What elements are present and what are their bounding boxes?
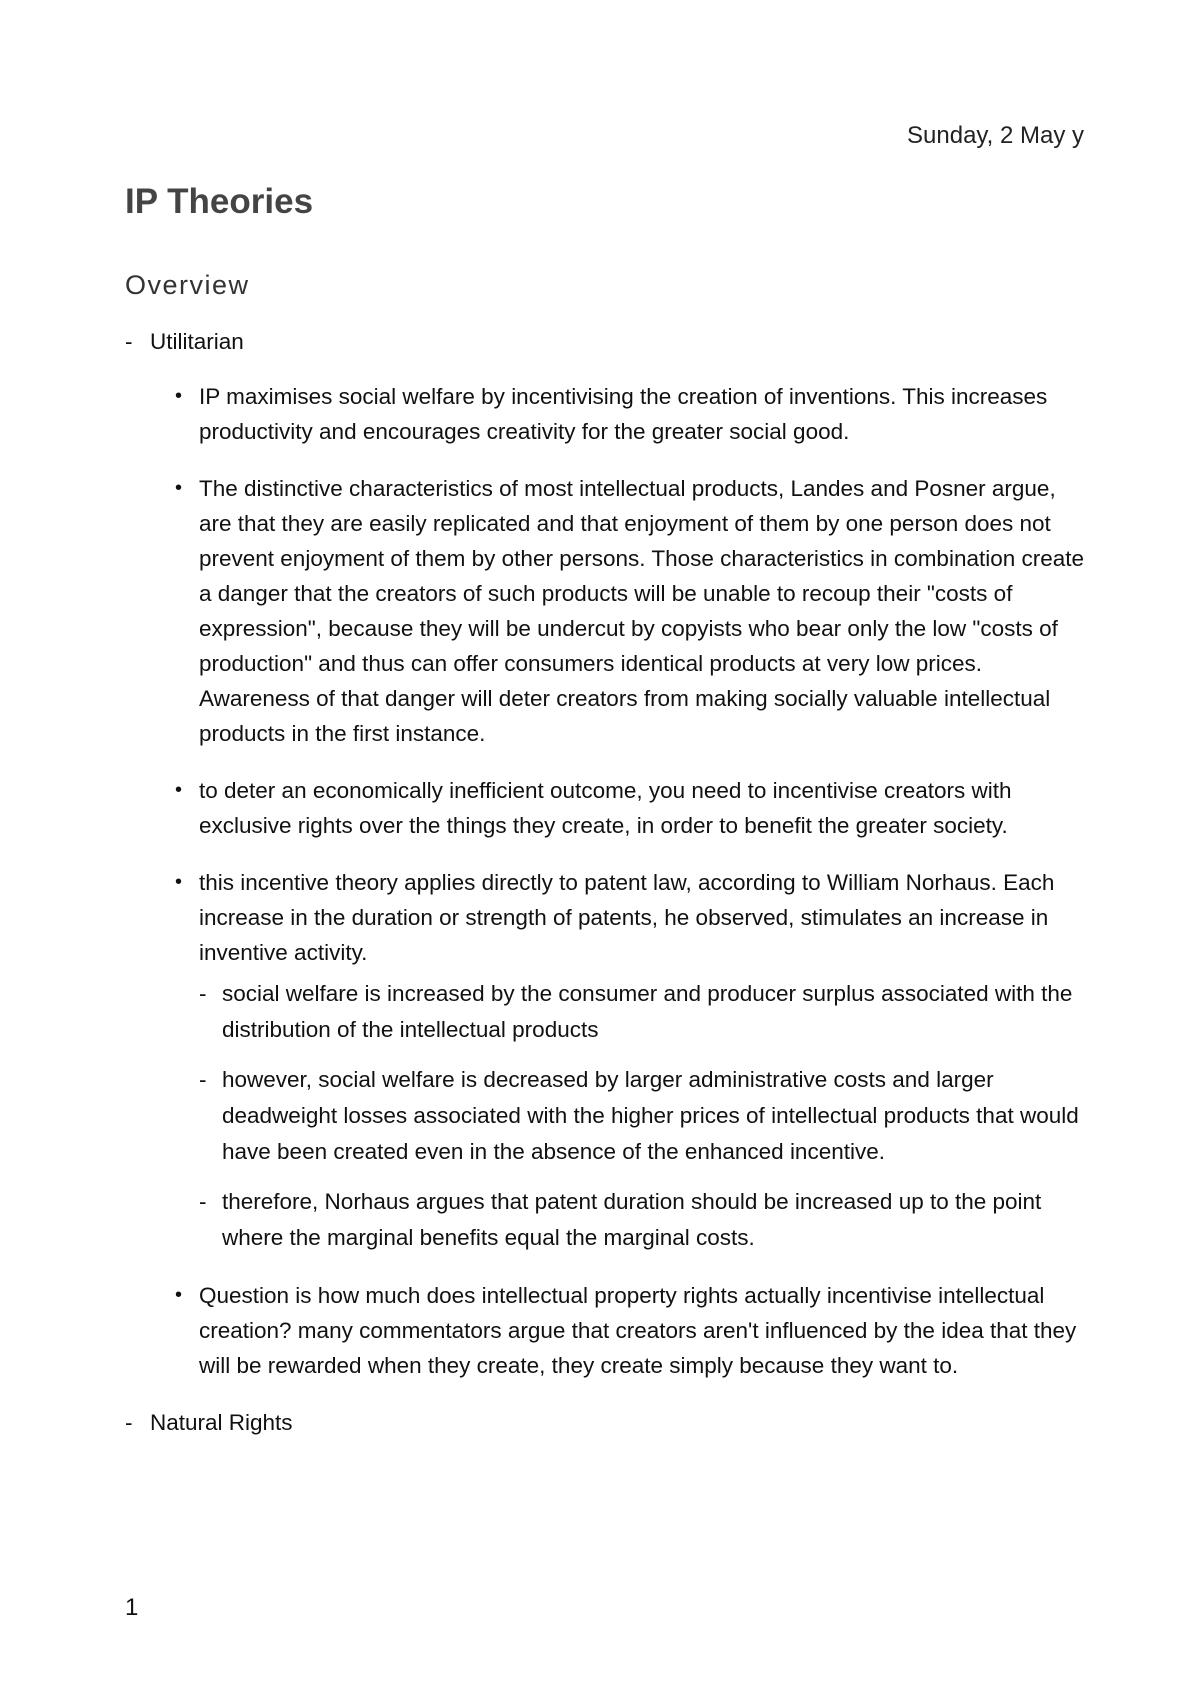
bullet-text: Question is how much does intellectual property rights actually incentivise intellectual creation? many commentators argue that creators aren't influenced by the idea that they will be rewarded when they create, they create simply because they want to. xyxy=(199,1283,1077,1378)
sub-list-item xyxy=(199,976,1085,1048)
sub-list-item xyxy=(199,1184,1085,1256)
bullet-text: to deter an economically inefficient outcome, you need to incentivise creators with exclusive rights over the things they create, in order to benefit the greater society. xyxy=(199,778,1012,838)
dash-marker: - xyxy=(125,1410,133,1435)
document-title: IP Theories xyxy=(125,182,314,221)
utilitarian-bullet-list xyxy=(150,379,1085,1383)
bullet-icon: • xyxy=(175,779,183,801)
bullet-icon: • xyxy=(175,385,183,407)
bullet-text: this incentive theory applies directly to patent law, according to William Norhaus. Each increase in the duration or strength of patents, he observed, stimulates an increase in inventive activity. xyxy=(199,870,1055,965)
sub-item-text: social welfare is increased by the consumer and producer surplus associated with the distribution of the intellectual products xyxy=(222,981,1073,1042)
sub-item-text: however, social welfare is decreased by larger administrative costs and larger deadweight losses associated with the higher prices of intellectual products that would have been created even in the absence of the enhanced incentive. xyxy=(222,1067,1079,1164)
topic-label-natural-rights: Natural Rights xyxy=(150,1410,293,1435)
bullet-item xyxy=(150,1278,1085,1383)
page-number: 1 xyxy=(125,1594,139,1621)
dash-marker: - xyxy=(199,1189,207,1214)
topic-utilitarian xyxy=(125,324,1085,1383)
bullet-icon: • xyxy=(175,871,183,893)
bullet-text: IP maximises social welfare by incentivising the creation of inventions. This increases productivity and encourages creativity for the greater social good. xyxy=(199,384,1048,444)
sub-item-text: therefore, Norhaus argues that patent duration should be increased up to the point where the marginal benefits equal the marginal costs. xyxy=(222,1189,1042,1250)
bullet-icon: • xyxy=(175,477,183,499)
sub-list-item xyxy=(199,1062,1085,1170)
topic-label-utilitarian: Utilitarian xyxy=(150,329,244,354)
bullet-icon: • xyxy=(175,1284,183,1306)
bullet-item xyxy=(150,773,1085,843)
dash-marker: - xyxy=(199,981,207,1006)
header-date: Sunday, 2 May y xyxy=(907,122,1084,149)
section-heading-overview: Overview xyxy=(125,270,250,300)
bullet-item xyxy=(150,865,1085,1256)
dash-marker: - xyxy=(199,1067,207,1092)
overview-content xyxy=(125,324,1085,1440)
norhaus-subpoint-list xyxy=(199,976,1085,1256)
bullet-item xyxy=(150,471,1085,751)
bullet-item xyxy=(150,379,1085,449)
bullet-text: The distinctive characteristics of most intellectual products, Landes and Posner argue, are that they are easily replicated and that enjoyment of them by one person does not prevent enjoyment of them by other persons. Those characteristics in combination create a danger that the creators of such products will be unable to recoup their "costs of expression", because they will be undercut by copyists who bear only the low "costs of production" and thus can offer consumers identical products at very low prices. Awareness of that danger will deter creators from making socially valuable intellectual products in the first instance. xyxy=(199,476,1085,746)
dash-marker: - xyxy=(125,329,133,354)
topic-natural-rights xyxy=(125,1405,1085,1440)
